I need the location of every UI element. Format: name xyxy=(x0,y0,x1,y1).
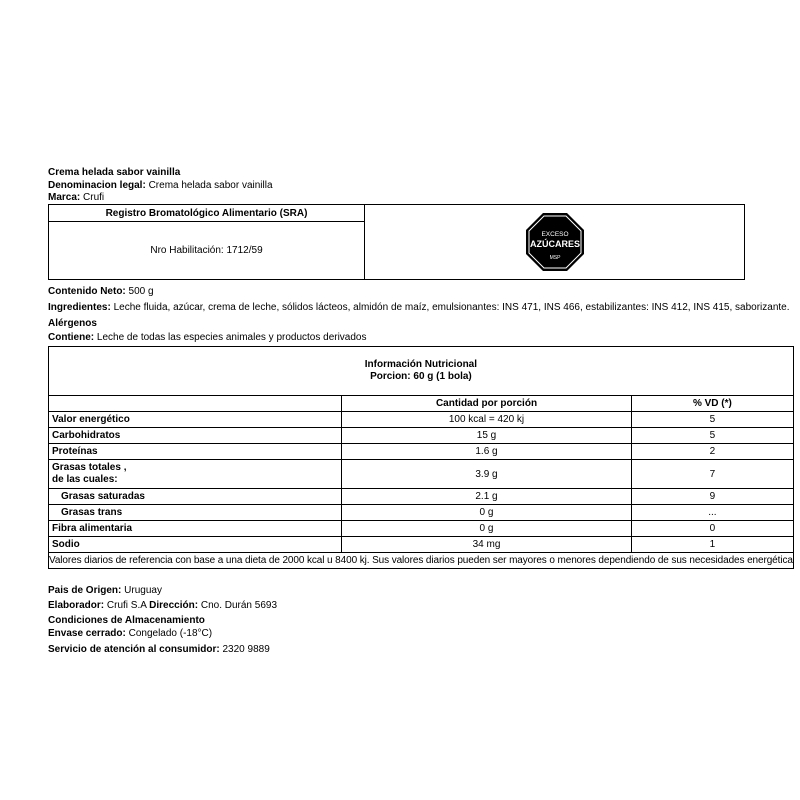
net-content xyxy=(48,286,154,298)
row-vd: 2 xyxy=(632,444,794,460)
closed-package xyxy=(48,628,212,640)
legal-value: Crema helada sabor vainilla xyxy=(148,180,273,191)
table-row xyxy=(49,444,794,460)
ingredients xyxy=(48,302,790,314)
nutrition-title: Información Nutricional xyxy=(364,359,478,370)
seal-line2: AZÚCARES xyxy=(529,239,580,249)
row-vd: 5 xyxy=(632,428,794,444)
row-name: Fibra alimentaria xyxy=(49,521,342,537)
maker-value: Crufi S.A xyxy=(106,600,147,611)
seal-cell xyxy=(365,205,745,280)
row-name: Grasas saturadas xyxy=(49,489,342,505)
registry-value: Nro Habilitación: 1712/59 xyxy=(49,222,365,280)
row-name-sub: de las cuales: xyxy=(52,474,118,485)
closed-label: Envase cerrado: xyxy=(48,628,126,639)
ingredients-value: Leche fluida, azúcar, crema de leche, sólidos lácteos, almidón de maíz, emulsionantes: INS 471, INS 466, estabilizantes: INS 412, INS 415, saborizante. xyxy=(113,302,790,313)
seal-line1: EXCESO xyxy=(540,231,569,238)
nutrition-title-cell xyxy=(49,347,794,396)
maker-label: Elaborador: xyxy=(48,600,105,611)
col-amount-header: Cantidad por porción xyxy=(342,396,632,412)
contains-value: Leche de todas las especies animales y productos derivados xyxy=(96,332,367,343)
contains xyxy=(48,332,367,344)
row-amount: 0 g xyxy=(342,505,632,521)
brand-value: Crufi xyxy=(83,192,105,203)
net-label: Contenido Neto: xyxy=(48,286,126,297)
row-amount: 15 g xyxy=(342,428,632,444)
table-row xyxy=(49,489,794,505)
seal-line3: MSP xyxy=(549,255,560,261)
origin xyxy=(48,585,162,597)
row-vd: 9 xyxy=(632,489,794,505)
service-label: Servicio de atención al consumidor: xyxy=(48,644,220,655)
storage-label: Condiciones de Almacenamiento xyxy=(48,615,205,626)
table-row xyxy=(49,537,794,553)
row-amount: 1.6 g xyxy=(342,444,632,460)
row-vd: 1 xyxy=(632,537,794,553)
origin-value: Uruguay xyxy=(124,585,162,596)
nutrition-portion: Porcion: 60 g (1 bola) xyxy=(370,371,472,382)
row-amount: 34 mg xyxy=(342,537,632,553)
allergens-label: Alérgenos xyxy=(48,318,97,329)
nutrition-table xyxy=(48,346,794,569)
row-name: Valor energético xyxy=(49,412,342,428)
row-vd: 0 xyxy=(632,521,794,537)
row-vd: 5 xyxy=(632,412,794,428)
registry-header: Registro Bromatológico Alimentario (SRA) xyxy=(49,205,365,222)
table-row xyxy=(49,521,794,537)
header-empty xyxy=(49,396,342,412)
row-name: Carbohidratos xyxy=(49,428,342,444)
legal-denomination xyxy=(48,180,273,192)
row-vd: 7 xyxy=(632,460,794,489)
row-vd: ... xyxy=(632,505,794,521)
table-row xyxy=(49,460,794,489)
origin-label: Pais de Origen: xyxy=(48,585,122,596)
row-name: Sodio xyxy=(49,537,342,553)
exceso-azucares-seal-icon xyxy=(525,212,585,272)
row-amount: 0 g xyxy=(342,521,632,537)
row-amount: 2.1 g xyxy=(342,489,632,505)
address-value: Cno. Durán 5693 xyxy=(200,600,278,611)
row-name: Grasas totales , xyxy=(52,462,127,473)
closed-value: Congelado (-18°C) xyxy=(128,628,213,639)
product-name: Crema helada sabor vainilla xyxy=(48,167,181,178)
ingredients-label: Ingredientes: xyxy=(48,302,111,313)
nutrition-footnote: Valores diarios de referencia con base a una dieta de 2000 kcal u 8400 kj. Sus valores diarios pueden ser mayores o menores dependiendo de sus necesidades energética xyxy=(49,553,794,569)
consumer-service xyxy=(48,644,270,656)
address-label: Dirección: xyxy=(149,600,199,611)
brand xyxy=(48,192,104,204)
net-value: 500 g xyxy=(128,286,154,297)
row-name: Proteínas xyxy=(49,444,342,460)
registry-table xyxy=(48,204,745,280)
table-row xyxy=(49,505,794,521)
row-amount: 100 kcal = 420 kj xyxy=(342,412,632,428)
row-name: Grasas trans xyxy=(49,505,342,521)
maker xyxy=(48,600,277,612)
contains-label: Contiene: xyxy=(48,332,95,343)
brand-label: Marca: xyxy=(48,192,81,203)
col-vd-header: % VD (*) xyxy=(632,396,794,412)
row-amount: 3.9 g xyxy=(342,460,632,489)
legal-label: Denominacion legal: xyxy=(48,180,146,191)
row-name-fats xyxy=(49,460,342,489)
table-row xyxy=(49,412,794,428)
table-row xyxy=(49,428,794,444)
service-value: 2320 9889 xyxy=(222,644,270,655)
